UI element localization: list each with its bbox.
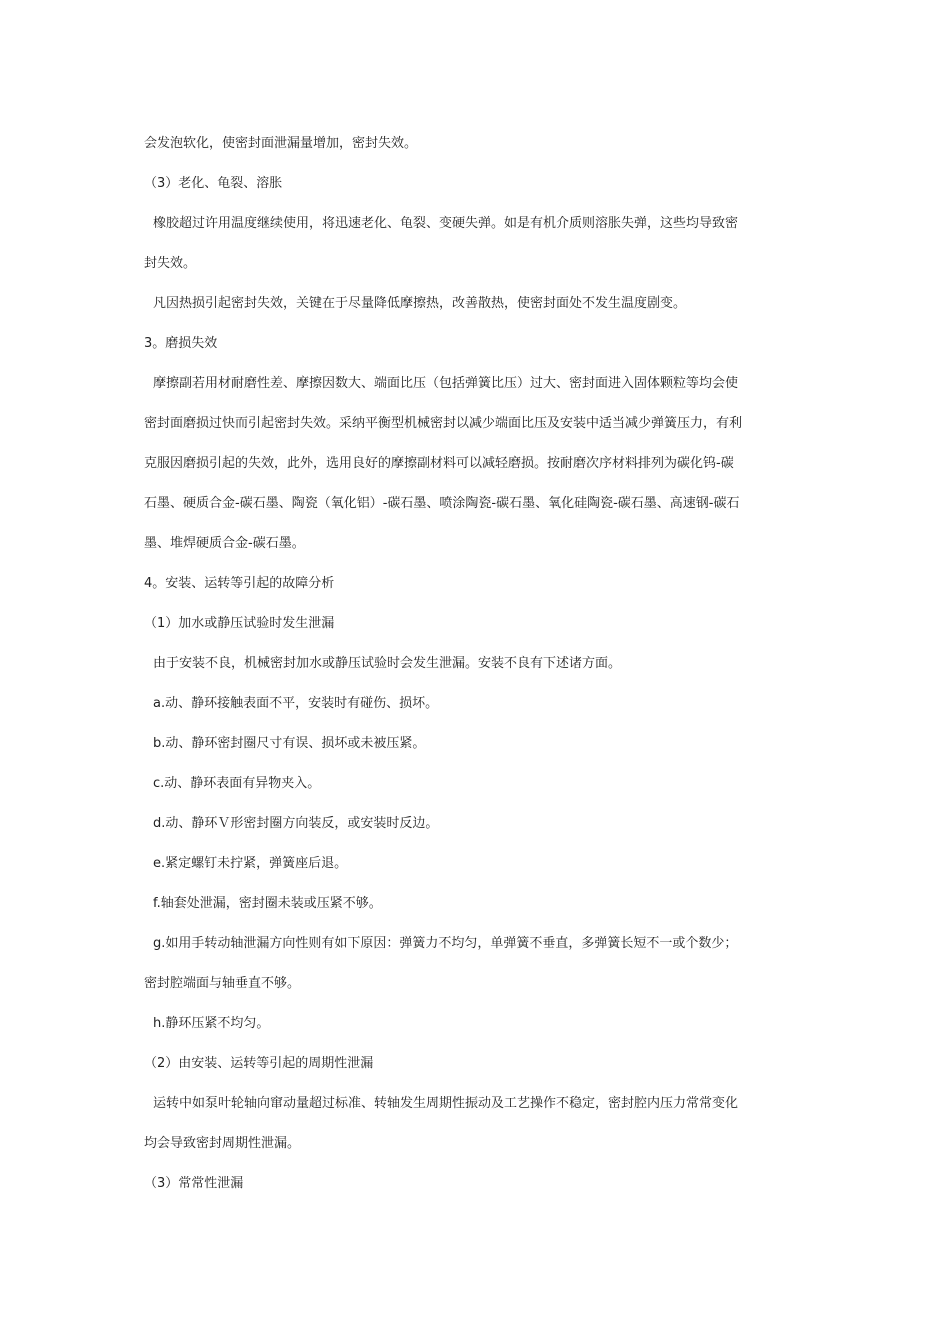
list-item: f.轴套处泄漏，密封圈未装或压紧不够。: [153, 896, 382, 911]
subsection-heading: （3）常常性泄漏: [144, 1176, 244, 1191]
list-item: d.动、静环Ｖ形密封圈方向装反，或安装时反边。: [153, 816, 439, 831]
section-heading: 4。安装、运转等引起的故障分析: [144, 576, 335, 591]
text-line: 均会导致密封周期性泄漏。: [144, 1136, 301, 1151]
list-item: a.动、静环接触表面不平，安装时有碰伤、损坏。: [153, 696, 439, 711]
paragraph-line: 凡因热损引起密封失效，关键在于尽量降低摩擦热，改善散热，使密封面处不发生温度剧变。: [153, 296, 687, 311]
text-line: 密封腔端面与轴垂直不够。: [144, 976, 301, 991]
subsection-heading: （1）加水或静压试验时发生泄漏: [144, 616, 335, 631]
subsection-heading: （2）由安装、运转等引起的周期性泄漏: [144, 1056, 374, 1071]
paragraph-line: 运转中如泵叶轮轴向窜动量超过标准、转轴发生周期性振动及工艺操作不稳定，密封腔内压力常常变化: [153, 1096, 739, 1111]
list-item: c.动、静环表面有异物夹入。: [153, 776, 321, 791]
paragraph-line: 橡胶超过许用温度继续使用，将迅速老化、龟裂、变硬失弹。如是有机介质则溶胀失弹，这些均导致密: [153, 216, 739, 231]
document-body: [144, 124, 808, 1204]
list-item: e.紧定螺钉未拧紧，弹簧座后退。: [153, 856, 348, 871]
text-line: 墨、堆焊硬质合金-碳石墨。: [144, 536, 305, 551]
text-line: 会发泡软化，使密封面泄漏量增加，密封失效。: [144, 136, 418, 151]
list-item: h.静环压紧不均匀。: [153, 1016, 270, 1031]
text-line: 密封面磨损过快而引起密封失效。采纳平衡型机械密封以减少端面比压及安装中适当减少弹簧压力，有利: [144, 416, 743, 431]
paragraph-line: 由于安装不良，机械密封加水或静压试验时会发生泄漏。安装不良有下述诸方面。: [153, 656, 622, 671]
subsection-heading: （3）老化、龟裂、溶胀: [144, 176, 283, 191]
paragraph-line: 摩擦副若用材耐磨性差、摩擦因数大、端面比压（包括弹簧比压）过大、密封面进入固体颗粒等均会使: [153, 376, 739, 391]
section-heading: 3。磨损失效: [144, 336, 218, 351]
list-item: b.动、静环密封圈尺寸有误、损坏或未被压紧。: [153, 736, 426, 751]
text-line: 石墨、硬质合金-碳石墨、陶瓷（氧化铝）-碳石墨、喷涂陶瓷-碳石墨、氧化硅陶瓷-碳石墨、高速钢-碳石: [144, 496, 740, 511]
list-item: g.如用手转动轴泄漏方向性则有如下原因：弹簧力不均匀，单弹簧不垂直，多弹簧长短不一或个数少；: [153, 936, 738, 951]
text-line: 封失效。: [144, 256, 197, 271]
text-line: 克服因磨损引起的失效，此外，选用良好的摩擦副材料可以减轻磨损。按耐磨次序材料排列为碳化钨-碳: [144, 456, 734, 471]
